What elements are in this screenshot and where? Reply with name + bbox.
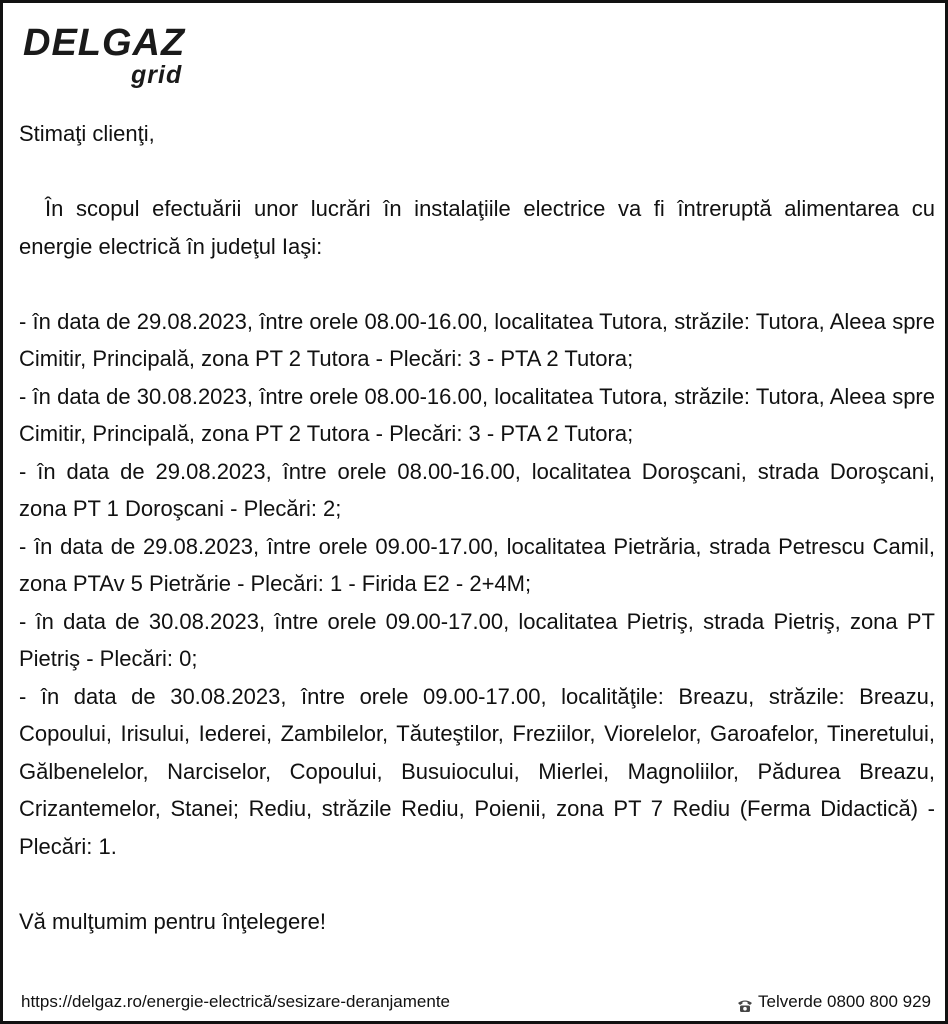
outage-item: - în data de 29.08.2023, între orele 09.00-17.00, localitatea Pietrăria, strada Petrescu Camil, zona PTAv 5 Pietrărie - Plecări: 1 - Firida E2 - 2+4M; [19,533,935,596]
greeting: Stimaţi clienţi, [19,121,155,146]
footer-url-link[interactable]: https://delgaz.ro/energie-electrică/sesizare-deranjamente [21,992,451,1011]
intro-paragraph: În scopul efectuării unor lucrări în instalaţiile electrice va fi întreruptă alimentarea cu energie electrică în judeţul Iaşi: [19,196,935,259]
notice-body [19,115,935,940]
outage-item: - în data de 30.08.2023, între orele 08.00-16.00, localitatea Tutora, străzile: Tutora, Aleea spre Cimitir, Principală, zona PT 2 Tutora - Plecări: 3 - PTA 2 Tutora; [19,383,935,446]
outage-item: - în data de 29.08.2023, între orele 08.00-16.00, localitatea Tutora, străzile: Tutora, Aleea spre Cimitir, Principală, zona PT 2 Tutora - Plecări: 3 - PTA 2 Tutora; [19,308,935,371]
outage-item: - în data de 30.08.2023, între orele 09.00-17.00, localitatea Pietriş, strada Pietriş, zona PT Pietriş - Plecări: 0; [19,608,935,671]
logo-wordmark: DELGAZ [23,22,186,64]
thanks-line: Vă mulţumim pentru înţelegere! [19,908,326,934]
outage-item: - în data de 30.08.2023, între orele 09.00-17.00, localităţile: Breazu, străzile: Breazu, Copoului, Irisului, Iederei, Zambilelor, Tăuteştilor, Freziilor, Viorelelor, Garoafelor, Tineretului, Gălbenelelor, Narciselor, Copoului, Busuiocului, Mierlei, Magnoliilor, Pădurea Breazu, Crizantemelor, Stanei; Rediu, străzile Rediu, Poienii, zona PT 7 Rediu (Ferma Didactică) - Plecări: 1. [19,683,935,859]
logo-subtitle: grid [131,61,183,89]
outage-item: - în data de 29.08.2023, între orele 08.00-16.00, localitatea Doroşcani, strada Doroşcani, zona PT 1 Doroşcani - Plecări: 2; [19,458,935,521]
footer-phone [736,989,931,1015]
footer [21,989,931,1015]
delgaz-grid-logo [23,23,213,95]
telephone-icon [736,995,754,1009]
phone-number: Telverde 0800 800 929 [758,992,931,1011]
